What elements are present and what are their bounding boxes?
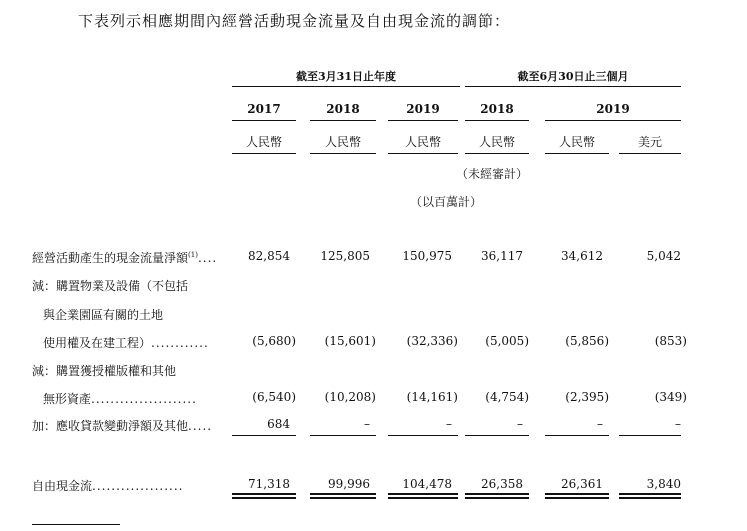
cell-value: (14,161) (406, 390, 458, 404)
row-label-operating-cash-flow: 經營活動產生的現金流量淨額$^{(1)}$.... (32, 251, 218, 265)
currency-rule (232, 153, 296, 154)
subtotal-rule (545, 435, 609, 436)
cell-value: (853) (654, 334, 687, 348)
total-double-rule (388, 493, 458, 499)
cell-value-total: 71,318 (248, 477, 290, 491)
currency-header: 人民幣 (245, 135, 282, 149)
cell-value: (5,856) (565, 334, 609, 348)
year-header: 2019 (596, 102, 630, 116)
row-label-intangibles-line2: 無形資產...................... (43, 392, 197, 406)
cell-value: (349) (654, 390, 687, 404)
cell-value-total: 3,840 (646, 477, 681, 491)
year-rule (232, 120, 296, 121)
total-double-rule (310, 493, 376, 499)
group-header-fiscal-year: 截至3月31日止年度 (296, 70, 396, 83)
currency-header: 人民幣 (324, 135, 361, 149)
year-header: 2018 (480, 102, 514, 116)
group-rule-fiscal-year (232, 86, 460, 87)
currency-rule (465, 153, 529, 154)
cell-value: (5,680) (252, 334, 296, 348)
cell-value-total: 104,478 (402, 477, 452, 491)
subtotal-rule (619, 435, 681, 436)
currency-header: 美元 (637, 135, 662, 149)
currency-rule (619, 153, 681, 154)
cell-value: 36,117 (481, 249, 523, 263)
subtotal-rule (388, 435, 458, 436)
cell-value: – (517, 417, 523, 431)
subtotal-rule (310, 435, 376, 436)
row-label-ppe-line1: 減：購置物業及設備（不包括 (32, 279, 189, 293)
currency-header: 人民幣 (404, 135, 441, 149)
group-header-three-months: 截至6月30日止三個月 (517, 70, 629, 83)
cell-value-total: 99,996 (328, 477, 370, 491)
subtotal-rule (232, 435, 296, 436)
cell-value: (32,336) (406, 334, 458, 348)
year-header: 2017 (247, 102, 281, 116)
year-header: 2019 (406, 102, 440, 116)
group-rule-three-months (465, 86, 681, 87)
cell-value: 150,975 (402, 249, 452, 263)
currency-rule (545, 153, 609, 154)
intro-sentence: 下表列示相應期間內經營活動現金流量及自由現金流的調節： (78, 12, 511, 30)
currency-rule (388, 153, 458, 154)
currency-rule (310, 153, 376, 154)
year-rule (310, 120, 376, 121)
cell-value: (15,601) (324, 334, 376, 348)
footnote-separator (32, 524, 120, 525)
row-label-ppe-line2: 與企業園區有關的土地 (43, 308, 164, 322)
cell-value-total: 26,358 (481, 477, 523, 491)
cell-value: (2,395) (565, 390, 609, 404)
cell-value: (5,005) (485, 334, 529, 348)
year-rule (465, 120, 529, 121)
row-label-intangibles-line1: 減：購置獲授權版權和其他 (32, 364, 177, 378)
total-double-rule (232, 493, 296, 499)
cell-value: – (675, 417, 681, 431)
total-double-rule (619, 493, 681, 499)
cell-value: (10,208) (324, 390, 376, 404)
row-label-ppe-line3: 使用權及在建工程）............ (43, 336, 209, 350)
year-header: 2018 (326, 102, 360, 116)
total-double-rule (465, 493, 529, 499)
total-double-rule (545, 493, 609, 499)
cell-value-total: 26,361 (561, 477, 603, 491)
cell-value: (4,754) (485, 390, 529, 404)
currency-header: 人民幣 (478, 135, 515, 149)
cell-value: 34,612 (561, 249, 603, 263)
cell-value: 5,042 (646, 249, 681, 263)
cell-value: 684 (267, 417, 290, 431)
currency-header: 人民幣 (558, 135, 595, 149)
row-label-free-cash-flow: 自由現金流................... (32, 479, 184, 493)
year-rule (545, 120, 681, 121)
cell-value: – (597, 417, 603, 431)
cell-value: – (446, 417, 452, 431)
subtotal-rule (465, 435, 529, 436)
unit-note: （以百萬計） (410, 195, 483, 209)
cell-value: – (364, 417, 370, 431)
row-label-loan-receivables: 加：應收貸款變動淨額及其他..... (32, 419, 213, 433)
cell-value: (6,540) (252, 390, 296, 404)
year-rule (388, 120, 458, 121)
cell-value: 125,805 (320, 249, 370, 263)
cell-value: 82,854 (248, 249, 290, 263)
unaudited-note: （未經審計） (456, 167, 529, 181)
